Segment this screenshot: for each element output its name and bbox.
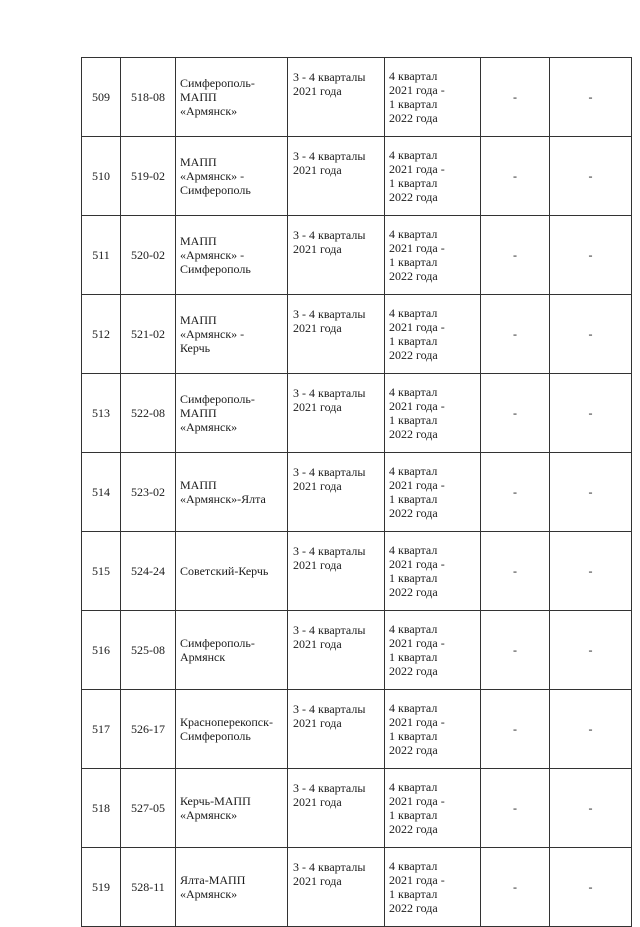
end-period-cell: 4 квартал 2021 года - 1 квартал 2022 года [385,611,481,690]
period-cell: 3 - 4 кварталы 2021 года [288,216,385,295]
row-number: 518 [82,769,121,848]
dash-cell: - [481,137,550,216]
dash-cell: - [481,848,550,927]
table-row [82,137,632,216]
route-code: 521-02 [121,295,176,374]
period-cell: 3 - 4 кварталы 2021 года [288,769,385,848]
period-cell: 3 - 4 кварталы 2021 года [288,848,385,927]
route-name: МАПП «Армянск» - Симферополь [176,216,288,295]
table-row [82,295,632,374]
row-number: 519 [82,848,121,927]
dash-cell: - [550,611,632,690]
period-cell: 3 - 4 кварталы 2021 года [288,532,385,611]
period-cell: 3 - 4 кварталы 2021 года [288,611,385,690]
route-name: МАПП «Армянск» - Симферополь [176,137,288,216]
dash-cell: - [481,216,550,295]
end-period-cell: 4 квартал 2021 года - 1 квартал 2022 года [385,690,481,769]
row-number: 514 [82,453,121,532]
row-number: 510 [82,137,121,216]
end-period-cell: 4 квартал 2021 года - 1 квартал 2022 года [385,295,481,374]
dash-cell: - [481,532,550,611]
period-cell: 3 - 4 кварталы 2021 года [288,58,385,137]
dash-cell: - [550,769,632,848]
route-code: 528-11 [121,848,176,927]
route-name: Симферополь- МАПП «Армянск» [176,58,288,137]
table-row [82,216,632,295]
route-name: Красноперекопск- Симферополь [176,690,288,769]
row-number: 509 [82,58,121,137]
period-cell: 3 - 4 кварталы 2021 года [288,137,385,216]
route-code: 527-05 [121,769,176,848]
route-code: 522-08 [121,374,176,453]
dash-cell: - [481,295,550,374]
row-number: 517 [82,690,121,769]
row-number: 511 [82,216,121,295]
route-code: 518-08 [121,58,176,137]
route-name: МАПП «Армянск» - Керчь [176,295,288,374]
row-number: 512 [82,295,121,374]
route-code: 526-17 [121,690,176,769]
dash-cell: - [550,848,632,927]
dash-cell: - [481,453,550,532]
routes-table-body [82,58,632,927]
table-row [82,532,632,611]
table-row [82,690,632,769]
table-row [82,374,632,453]
table-row [82,848,632,927]
route-code: 519-02 [121,137,176,216]
dash-cell: - [481,611,550,690]
end-period-cell: 4 квартал 2021 года - 1 квартал 2022 года [385,374,481,453]
route-name: Керчь-МАПП «Армянск» [176,769,288,848]
route-name: Симферополь- Армянск [176,611,288,690]
route-name: Ялта-МАПП «Армянск» [176,848,288,927]
route-code: 524-24 [121,532,176,611]
end-period-cell: 4 квартал 2021 года - 1 квартал 2022 года [385,453,481,532]
period-cell: 3 - 4 кварталы 2021 года [288,690,385,769]
dash-cell: - [550,295,632,374]
table-row [82,769,632,848]
dash-cell: - [481,690,550,769]
period-cell: 3 - 4 кварталы 2021 года [288,295,385,374]
routes-table [81,57,632,927]
route-code: 520-02 [121,216,176,295]
row-number: 516 [82,611,121,690]
table-row [82,611,632,690]
table-row [82,58,632,137]
table-row [82,453,632,532]
dash-cell: - [550,58,632,137]
row-number: 515 [82,532,121,611]
row-number: 513 [82,374,121,453]
end-period-cell: 4 квартал 2021 года - 1 квартал 2022 года [385,848,481,927]
end-period-cell: 4 квартал 2021 года - 1 квартал 2022 года [385,532,481,611]
dash-cell: - [481,769,550,848]
dash-cell: - [550,453,632,532]
dash-cell: - [550,137,632,216]
route-code: 523-02 [121,453,176,532]
end-period-cell: 4 квартал 2021 года - 1 квартал 2022 года [385,216,481,295]
end-period-cell: 4 квартал 2021 года - 1 квартал 2022 года [385,137,481,216]
dash-cell: - [550,532,632,611]
route-name: МАПП «Армянск»-Ялта [176,453,288,532]
dash-cell: - [481,58,550,137]
route-name: Симферополь- МАПП «Армянск» [176,374,288,453]
dash-cell: - [550,216,632,295]
dash-cell: - [550,690,632,769]
dash-cell: - [550,374,632,453]
route-code: 525-08 [121,611,176,690]
dash-cell: - [481,374,550,453]
route-name: Советский-Керчь [176,532,288,611]
period-cell: 3 - 4 кварталы 2021 года [288,374,385,453]
end-period-cell: 4 квартал 2021 года - 1 квартал 2022 года [385,769,481,848]
period-cell: 3 - 4 кварталы 2021 года [288,453,385,532]
end-period-cell: 4 квартал 2021 года - 1 квартал 2022 года [385,58,481,137]
